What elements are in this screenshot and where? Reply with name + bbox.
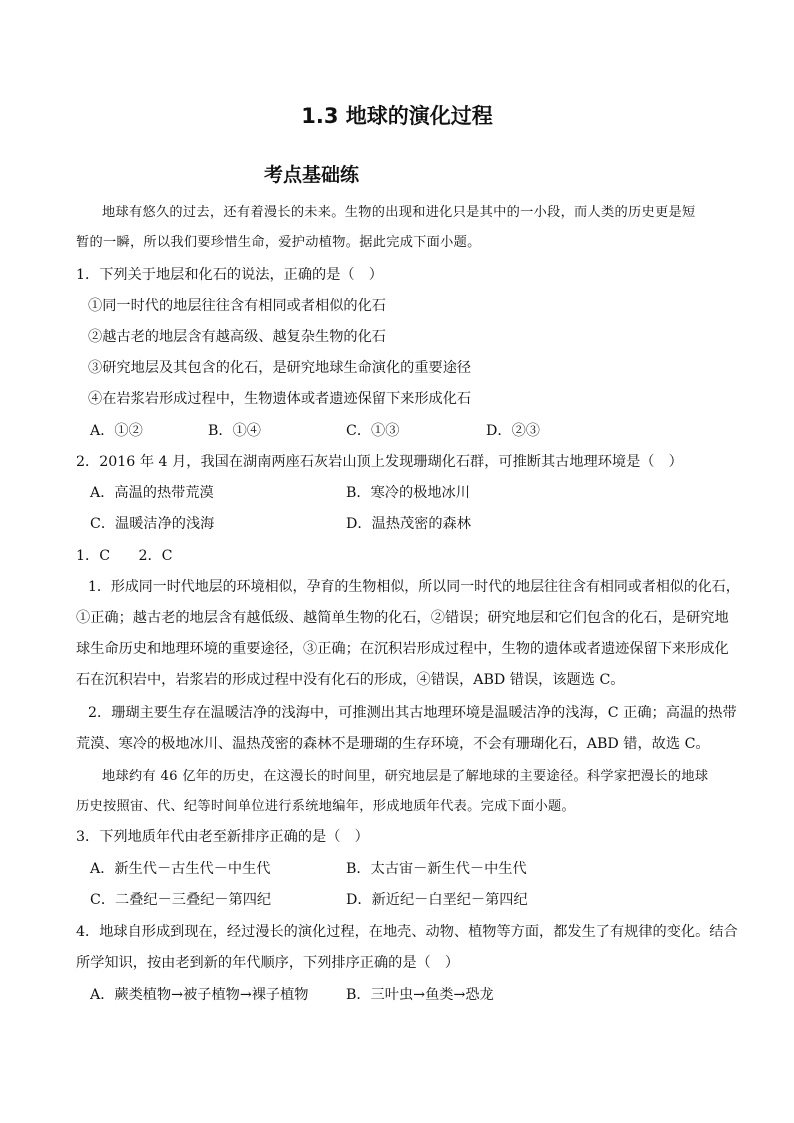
question-1-option-c: C．①③ (346, 423, 400, 439)
explanation-1-line-1: 1．形成同一时代地层的环境相似，孕育的生物相似，所以同一时代的地层往往含有相同或者相似的化石， (88, 579, 740, 595)
answers-line: 1．C 2．C (76, 548, 173, 564)
question-1-item-1: ①同一时代的地层往往含有相同或者相似的化石 (88, 298, 386, 314)
material-1-line-1: 地球有悠久的过去，还有着漫长的未来。生物的出现和进化只是其中的一小段，而人类的历史更是短 (102, 205, 696, 220)
question-4-stem-line-2: 所学知识，按由老到新的年代顺序，下列排序正确的是（ ） (76, 955, 460, 971)
question-4-stem-line-1: 4．地球自形成到现在，经过漫长的演化过程，在地壳、动物、植物等方面，都发生了有规律的变化。结合 (76, 924, 738, 940)
explanation-1-line-4: 石在沉积岩中，岩浆岩的形成过程中没有化石的形成，④错误，ABD 错误，该题选 C。 (76, 672, 625, 688)
question-4-option-a: A．蕨类植物→被子植物→裸子植物 (90, 987, 309, 1003)
question-1-item-2: ②越古老的地层含有越高级、越复杂生物的化石 (88, 329, 386, 345)
question-2-option-a: A．高温的热带荒漠 (90, 485, 214, 501)
question-1-option-d: D．②③ (486, 423, 540, 439)
question-1-option-b: B．①④ (208, 423, 261, 439)
question-2-stem: 2．2016 年 4 月，我国在湖南两座石灰岩山顶上发现珊瑚化石群，可推断其古地理环境是（ ） (76, 454, 683, 470)
question-1-stem: 1．下列关于地层和化石的说法，正确的是（ ） (76, 267, 383, 283)
question-3-stem: 3．下列地质年代由老至新排序正确的是（ ） (76, 829, 369, 845)
question-2-option-d: D．温热茂密的森林 (346, 516, 471, 532)
material-2-line-2: 历史按照宙、代、纪等时间单位进行系统地编年，形成地质年代表。完成下面小题。 (76, 799, 576, 814)
question-3-option-d: D．新近纪－白垩纪－第四纪 (346, 892, 528, 908)
question-1-option-a: A．①② (90, 423, 143, 439)
question-3-option-b: B．太古宙－新生代－中生代 (346, 861, 527, 877)
page-title: 1.3 地球的演化过程 (301, 104, 493, 128)
explanation-2-line-1: 2．珊瑚主要生存在温暖洁净的浅海中，可推测出其古地理环境是温暖洁净的浅海，C 正确；高温的热带 (88, 705, 737, 721)
material-1-line-2: 暂的一瞬，所以我们要珍惜生命，爱护动植物。据此完成下面小题。 (76, 235, 481, 250)
material-2-line-1: 地球约有 46 亿年的历史，在这漫长的时间里，研究地层是了解地球的主要途径。科学家把漫长的地球 (102, 769, 709, 784)
explanation-2-line-2: 荒漠、寒冷的极地冰川、温热茂密的森林不是珊瑚的生存环境，不会有珊瑚化石，ABD 错，故选 C。 (76, 736, 710, 752)
question-2-option-c: C．温暖洁净的浅海 (90, 516, 215, 532)
question-1-item-4: ④在岩浆岩形成过程中，生物遗体或者遗迹保留下来形成化石 (88, 391, 472, 407)
question-3-option-a: A．新生代－古生代－中生代 (90, 861, 271, 877)
section-subtitle: 考点基础练 (264, 164, 360, 186)
question-2-option-b: B．寒冷的极地冰川 (346, 485, 470, 501)
question-1-item-3: ③研究地层及其包含的化石，是研究地球生命演化的重要途径 (88, 360, 472, 376)
explanation-1-line-3: 球生命历史和地理环境的重要途径，③正确；在沉积岩形成过程中，生物的遗体或者遗迹保留下来形成化 (76, 641, 729, 657)
question-3-option-c: C．二叠纪－三叠纪－第四纪 (90, 892, 272, 908)
explanation-1-line-2: ①正确；越古老的地层含有越低级、越简单生物的化石，②错误；研究地层和它们包含的化石，是研究地 (76, 610, 729, 626)
question-4-option-b: B．三叶虫→鱼类→恐龙 (346, 987, 494, 1003)
